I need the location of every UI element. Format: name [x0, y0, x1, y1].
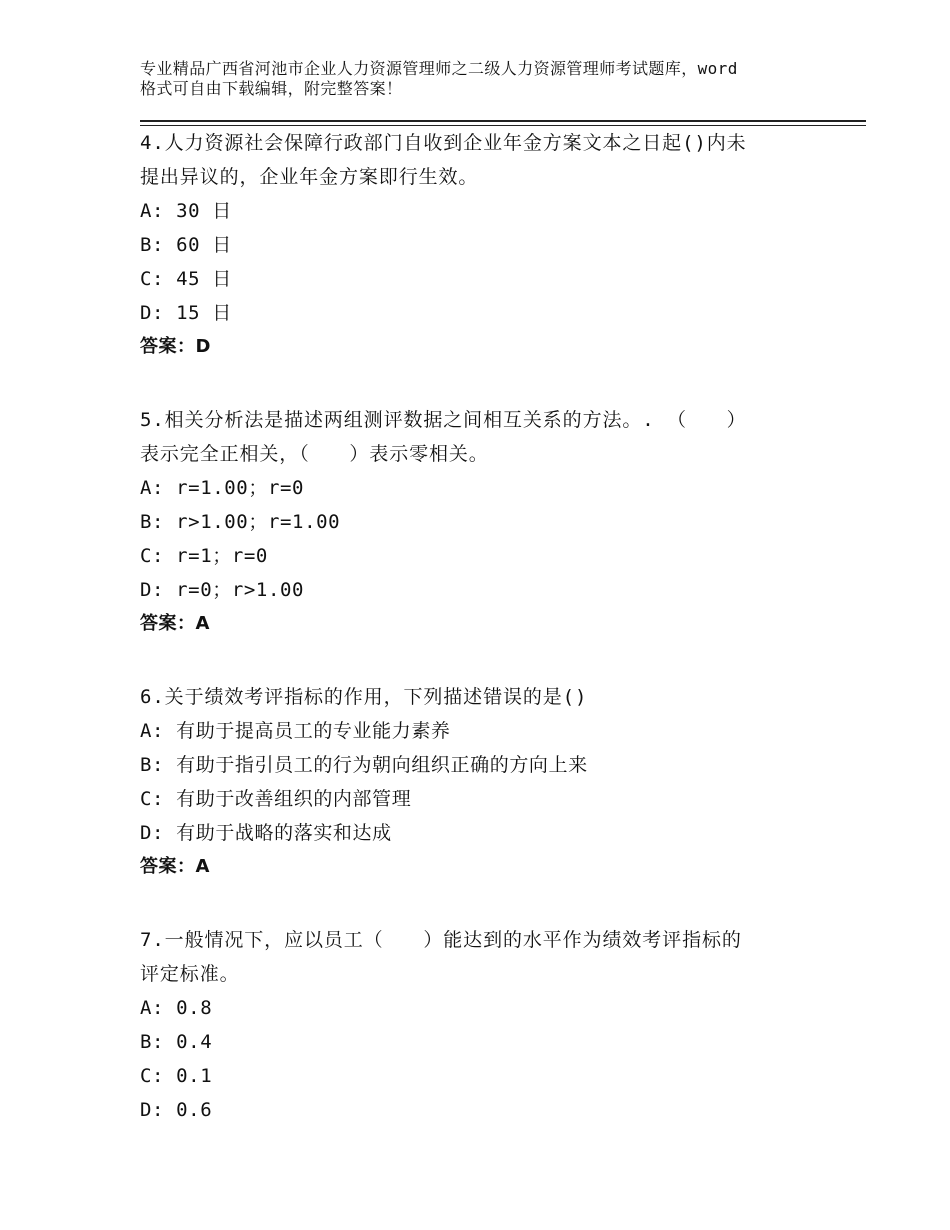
question-6	[140, 680, 866, 884]
question-stem-line: 提出异议的，企业年金方案即行生效。	[140, 166, 479, 188]
option-b: B: r>1.00；r=1.00	[140, 511, 341, 533]
option-d: D: 15 日	[140, 302, 232, 324]
question-stem-line: 表示完全正相关，（ ）表示零相关。	[140, 443, 489, 465]
question-stem-line: 7.一般情况下，应以员工（ ）能达到的水平作为绩效考评指标的	[140, 929, 742, 951]
header-line-1: 专业精品广西省河池市企业人力资源管理师之二级人力资源管理师考试题库，word	[140, 59, 738, 78]
option-c: C: r=1；r=0	[140, 545, 268, 567]
answer-label: 答案：A	[140, 856, 210, 877]
question-stem-line: 4.人力资源社会保障行政部门自收到企业年金方案文本之日起()内未	[140, 132, 747, 154]
question-5	[140, 403, 866, 641]
option-d: D: 0.6	[140, 1099, 213, 1121]
question-4	[140, 126, 866, 364]
option-c: C: 45 日	[140, 268, 232, 290]
option-a: A: 有助于提高员工的专业能力素养	[140, 720, 451, 742]
answer-label: 答案：A	[140, 613, 210, 634]
option-d: D: 有助于战略的落实和达成	[140, 822, 392, 844]
header-rule-thick	[140, 120, 866, 122]
option-b: B: 60 日	[140, 234, 232, 256]
question-7	[140, 923, 866, 1127]
option-d: D: r=0；r>1.00	[140, 579, 305, 601]
option-a: A: r=1.00；r=0	[140, 477, 305, 499]
question-stem-line: 5.相关分析法是描述两组测评数据之间相互关系的方法。. （ ）	[140, 409, 747, 431]
option-a: A: 30 日	[140, 200, 232, 222]
question-list	[140, 126, 866, 1166]
option-b: B: 有助于指引员工的行为朝向组织正确的方向上来	[140, 754, 588, 776]
option-c: C: 有助于改善组织的内部管理	[140, 788, 412, 810]
document-header	[140, 59, 840, 99]
answer-label: 答案：D	[140, 336, 211, 357]
header-line-2: 格式可自由下载编辑，附完整答案！	[140, 79, 403, 98]
question-stem-line: 6.关于绩效考评指标的作用，下列描述错误的是()	[140, 686, 588, 708]
option-c: C: 0.1	[140, 1065, 213, 1087]
question-stem-line: 评定标准。	[140, 963, 240, 985]
option-b: B: 0.4	[140, 1031, 213, 1053]
option-a: A: 0.8	[140, 997, 213, 1019]
